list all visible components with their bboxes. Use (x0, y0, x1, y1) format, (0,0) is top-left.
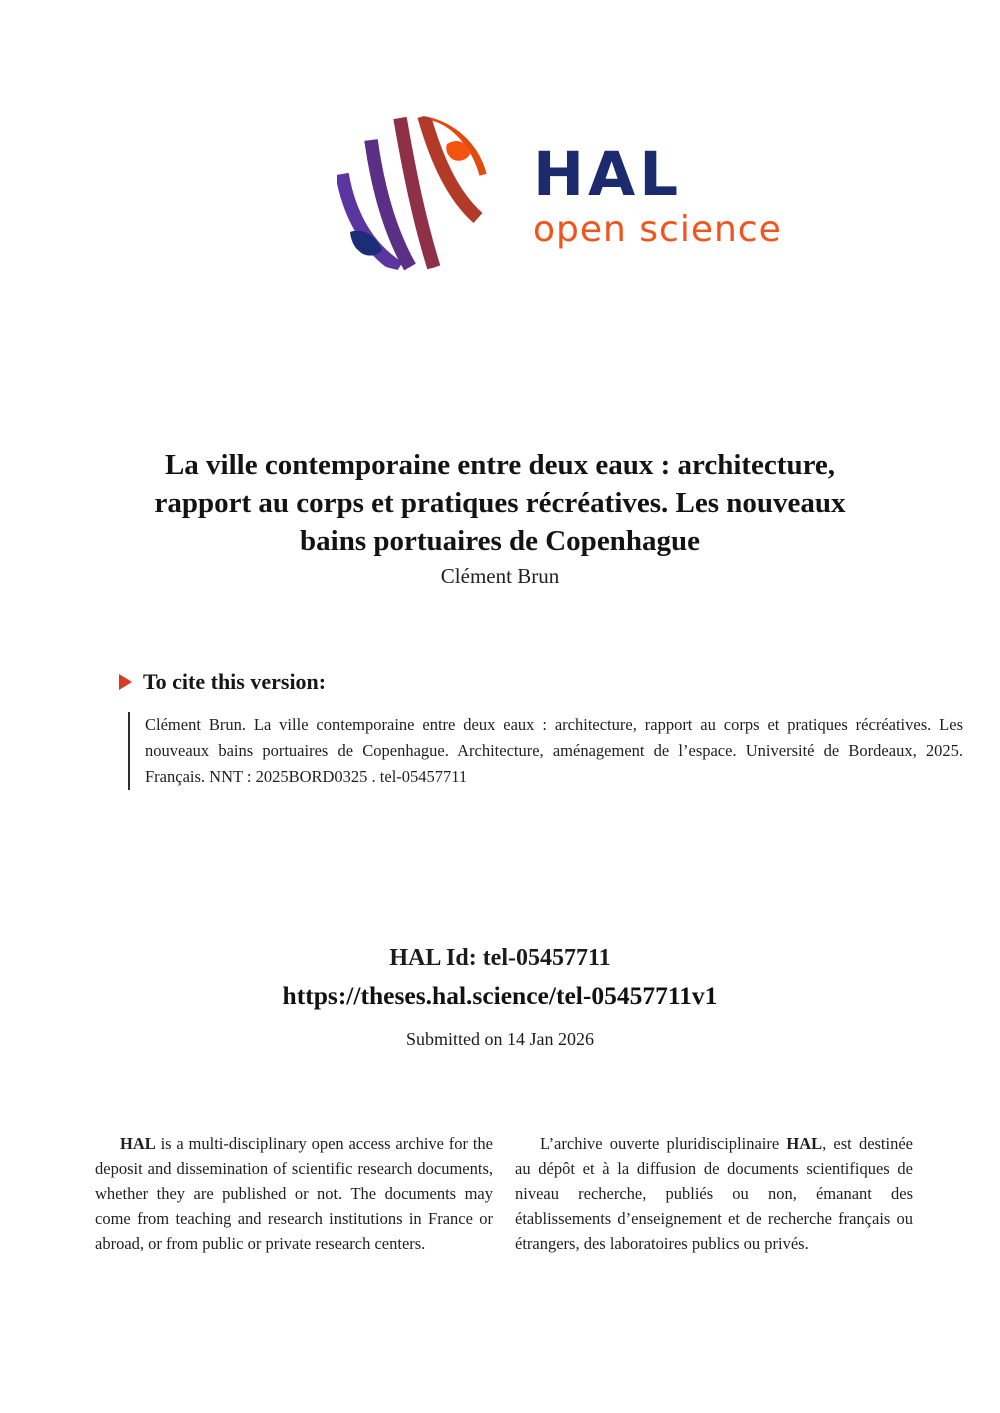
hal-logo (337, 114, 782, 272)
footer-english-paragraph (95, 1131, 493, 1256)
footer-english-column (95, 1131, 493, 1256)
title-line-3: bains portuaires de Copenhague (300, 525, 700, 557)
hal-wordmark-block (533, 114, 782, 250)
hal-wordmark: HAL (533, 139, 683, 210)
title-line-1: La ville contemporaine entre deux eaux : architecture, (164, 449, 836, 481)
hal-id-label: HAL Id: tel-05457711 (389, 945, 611, 971)
footer-french-paragraph (515, 1131, 913, 1256)
citation-block: Clément Brun. La ville contemporaine entre deux eaux : architecture, rapport au corps et pratiques récréatives. Les nouveaux bains portuaires de Copenhague. Architecture, aménagement de l’espace. Université de Bordeaux, 2025. Français. NNT : 2025BORD0325 . tel-05457711 (128, 712, 963, 790)
footer-english-rest: is a multi-disciplinary open access archive for the deposit and dissemination of scientific research documents, whether they are published or not. The documents may come from teaching and research institutions in France or abroad, or from public or private research centers. (95, 1134, 493, 1253)
submission-date: Submitted on 14 Jan 2026 (406, 1029, 594, 1049)
title-line-2: rapport au corps et pratiques récréatives. Les nouveaux (154, 487, 846, 519)
footer-french-column (515, 1131, 913, 1256)
footer-french-bold: HAL (786, 1134, 823, 1153)
cite-heading-label: To cite this version: (143, 669, 327, 694)
footer-english-bold: HAL (120, 1134, 156, 1153)
footer-french-before: L’archive ouverte pluridisciplinaire (540, 1134, 787, 1153)
open-science-label: open science (533, 209, 782, 250)
author-name: Clément Brun (440, 564, 560, 588)
footer-columns (95, 1131, 913, 1256)
cite-heading (119, 669, 326, 695)
hal-sphere-icon (337, 114, 487, 272)
document-title (0, 446, 1000, 560)
hal-id-url-link[interactable]: https://theses.hal.science/tel-05457711v1 (282, 981, 718, 1010)
footer-french-after: , est destinée au dépôt et à la diffusion de documents scientifiques de niveau recherche, publiés ou non, émanant des établissements d’enseignement et de recherche français ou étrangers, des laboratoires publics ou privés. (515, 1134, 914, 1253)
triangle-bullet-icon (119, 674, 132, 690)
